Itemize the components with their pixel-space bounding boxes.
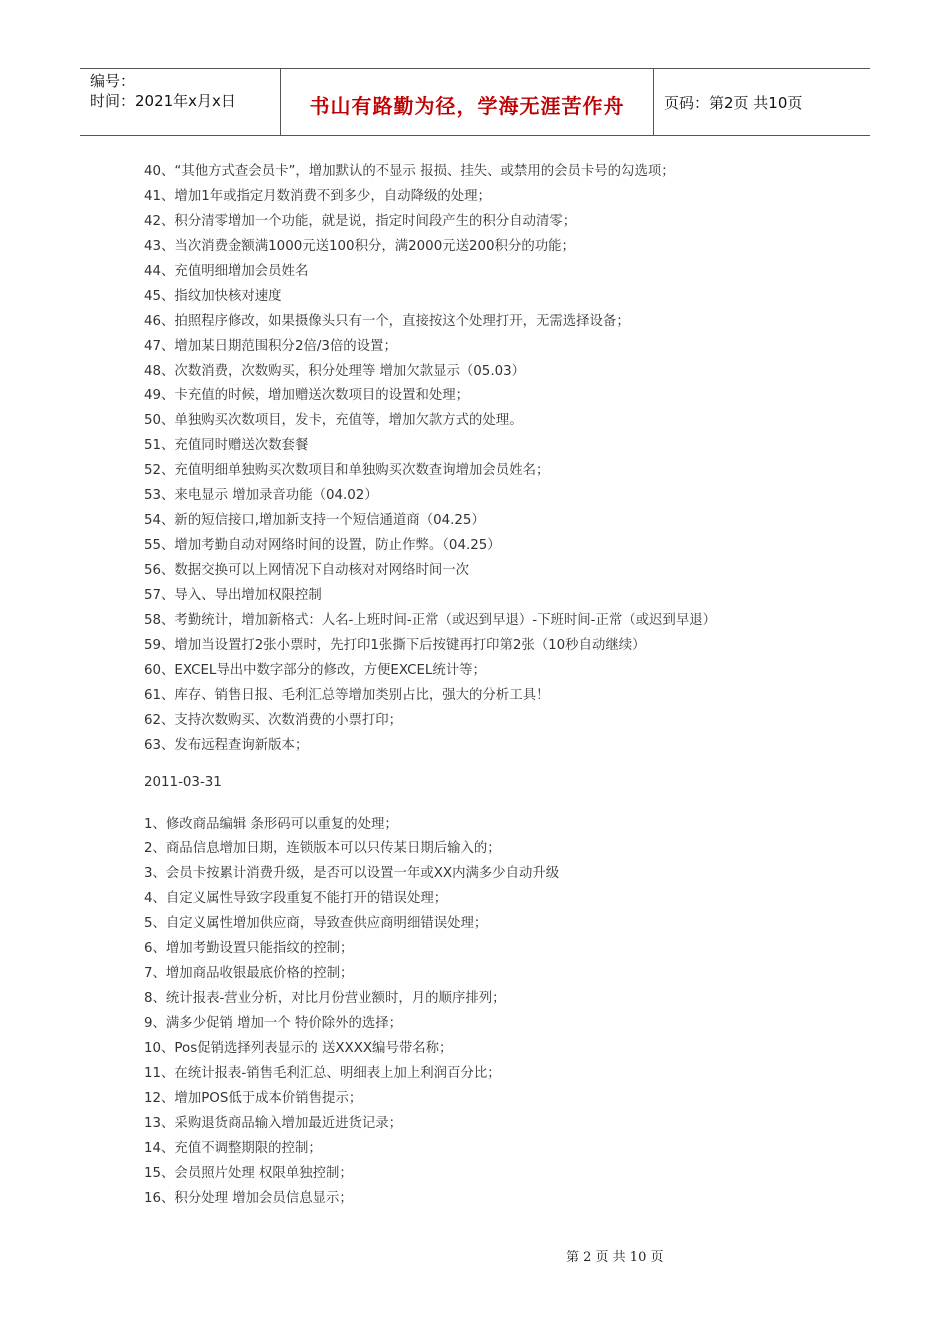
list-item: 11、在统计报表-销售毛利汇总、明细表上加上利润百分比； (144, 1065, 501, 1081)
document-body (144, 160, 864, 1212)
list-item: 62、支持次数购买、次数消费的小票打印； (144, 712, 403, 728)
list-item: 15、会员照片处理 权限单独控制； (144, 1165, 353, 1181)
list-item: 42、积分清零增加一个功能，就是说，指定时间段产生的积分自动清零； (144, 213, 577, 229)
changelog-list-a (144, 160, 864, 759)
list-item: 44、充值明细增加会员姓名 (144, 263, 309, 279)
list-item: 61、库存、销售日报、毛利汇总等增加类别占比，强大的分析工具！ (144, 687, 550, 703)
list-item: 57、导入、导出增加权限控制 (144, 587, 322, 603)
section-date: 2011-03-31 (144, 774, 222, 790)
header-page-label: 页码：第2页 共10页 (664, 94, 803, 112)
list-item: 6、增加考勤设置只能指纹的控制； (144, 941, 354, 957)
list-item: 12、增加POS低于成本价销售提示； (144, 1090, 363, 1106)
list-item: 58、考勤统计，增加新格式：人名-上班时间-正常（或迟到早退）-下班时间-正常（或迟到早退） (144, 612, 716, 628)
list-item: 52、充值明细单独购买次数项目和单独购买次数查询增加会员姓名； (144, 463, 550, 479)
list-item: 2、商品信息增加日期，连锁版本可以只传某日期后输入的； (144, 841, 501, 857)
list-item: 43、当次消费金额满1000元送100积分，满2000元送200积分的功能； (144, 238, 575, 254)
number-label: 编号： (90, 72, 136, 90)
list-item: 14、充值不调整期限的控制； (144, 1140, 322, 1156)
list-item: 5、自定义属性增加供应商，导致查供应商明细错误处理； (144, 916, 488, 932)
list-item: 16、积分处理 增加会员信息显示； (144, 1190, 353, 1206)
list-item: 8、统计报表-营业分析，对比月份营业额时，月的顺序排列； (144, 991, 506, 1007)
list-item: 46、拍照程序修改，如果摄像头只有一个，直接按这个处理打开，无需选择设备； (144, 313, 630, 329)
list-item: 49、卡充值的时候，增加赠送次数项目的设置和处理； (144, 388, 470, 404)
list-item: 7、增加商品收银最底价格的控制； (144, 966, 354, 982)
list-item: 13、采购退货商品输入增加最近进货记录； (144, 1115, 403, 1131)
changelog-list-b (144, 813, 864, 1212)
page-header (80, 68, 870, 136)
list-item: 55、增加考勤自动对网络时间的设置，防止作弊。（04.25） (144, 538, 501, 554)
list-item: 47、增加某日期范围积分2倍/3倍的设置； (144, 338, 397, 354)
list-item: 51、充值同时赠送次数套餐 (144, 438, 309, 454)
list-item: 45、指纹加快核对速度 (144, 288, 282, 304)
list-item: 10、Pos促销选择列表显示的 送XXXX编号带名称； (144, 1040, 453, 1056)
page-footer: 第 2 页 共 10 页 (566, 1250, 664, 1265)
list-item: 40、“其他方式查会员卡”，增加默认的不显示 报损、挂失、或禁用的会员卡号的勾选项； (144, 164, 675, 179)
header-meta (80, 69, 281, 135)
list-item: 59、增加当设置打2张小票时，先打印1张撕下后按键再打印第2张（10秒自动继续） (144, 637, 646, 653)
list-item: 56、数据交换可以上网情况下自动核对对网络时间一次 (144, 563, 470, 578)
list-item: 50、单独购买次数项目，发卡，充值等，增加欠款方式的处理。 (144, 413, 523, 429)
list-item: 54、新的短信接口,增加新支持一个短信通道商（04.25） (144, 513, 485, 529)
list-item: 63、发布远程查询新版本； (144, 737, 309, 753)
list-item: 4、自定义属性导致字段重复不能打开的错误处理； (144, 891, 448, 907)
header-motto: 书山有路勤为径，学海无涯苦作舟 (281, 69, 654, 135)
list-item: 1、修改商品编辑 条形码可以重复的处理； (144, 816, 398, 832)
list-item: 48、次数消费，次数购买，积分处理等 增加欠款显示（05.03） (144, 363, 526, 379)
list-item: 41、增加1年或指定月数消费不到多少，自动降级的处理； (144, 188, 491, 204)
list-item: 60、EXCEL导出中数字部分的修改，方便EXCEL统计等； (144, 662, 486, 678)
list-item: 3、会员卡按累计消费升级，是否可以设置一年或XX内满多少自动升级 (144, 866, 560, 882)
time-label: 时间：2021年x月x日 (90, 92, 236, 110)
list-item: 53、来电显示 增加录音功能（04.02） (144, 488, 378, 504)
list-item: 9、满多少促销 增加一个 特价除外的选择； (144, 1016, 403, 1031)
